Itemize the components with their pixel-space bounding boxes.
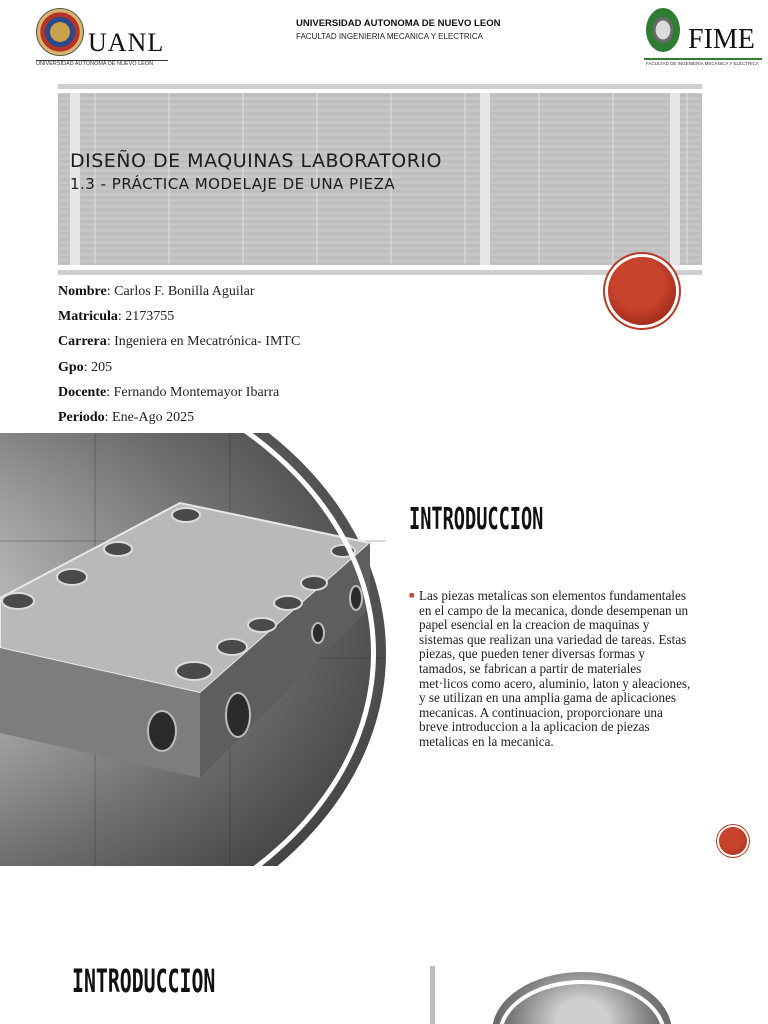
info-label: Gpo [58, 359, 84, 375]
info-value: : Fernando Montemayor Ibarra [106, 384, 280, 400]
info-value: : Carlos F. Bonilla Aguilar [106, 284, 255, 299]
intro-body: Las piezas metalicas son elementos fundamentales en el campo de la mecanica, donde desempenan un papel esencial en la creacion de maquinas y sistemas que realizan una variedad de tareas. Estas piezas, que pueden tener diversas formas y tamados, se fabrican a partir de materiales met·licos como acero, aluminio, laton y aleaciones, y se utilizan en una amplia gama de aplicaciones mecanicas. A continuacion, proporcionare una breve introduccion a la aplicacion de piezas metalicas en la mecanica. [419, 588, 691, 749]
faculty-name: FACULTAD INGENIERIA MECANICA Y ELECTRICA [296, 32, 484, 41]
decorative-red-circle-small [719, 827, 747, 855]
uanl-logo [36, 6, 168, 68]
metal-part-photo [0, 433, 386, 866]
info-id [58, 308, 300, 333]
next-slide-divider [430, 966, 435, 1024]
info-name [58, 283, 300, 308]
info-teacher [58, 384, 300, 409]
info-value: : Ingeniera en Mecatrónica- IMTC [106, 334, 301, 350]
intro-heading: INTRODUCCION [409, 502, 544, 537]
info-label: Nombre [58, 284, 107, 299]
info-label: Docente [58, 384, 107, 400]
decorative-red-circle [608, 257, 676, 325]
banner-bottom-rule [58, 270, 702, 275]
course-title: DISEÑO DE MAQUINAS LABORATORIO [70, 150, 442, 172]
uanl-logo-subtitle: UNIVERSIDAD AUTÓNOMA DE NUEVO LEÓN [36, 61, 154, 67]
banner-top-rule [58, 84, 702, 89]
info-period [58, 409, 300, 434]
fime-logo-subtitle: FACULTAD DE INGENIERÍA MECÁNICA Y ELÉCTRICA [646, 61, 759, 66]
student-info [58, 283, 300, 434]
info-career [58, 333, 300, 358]
fime-seal-icon [646, 8, 680, 52]
practice-title: 1.3 - PRÁCTICA MODELAJE DE UNA PIEZA [70, 175, 396, 193]
fime-logo [644, 6, 764, 68]
info-value: : 205 [83, 359, 113, 375]
info-value: : Ene-Ago 2025 [104, 409, 195, 425]
info-group [58, 359, 300, 384]
photo-frame-ring [0, 433, 376, 866]
info-label: Matricula [58, 309, 118, 325]
next-slide-heading: INTRODUCCION [72, 962, 216, 1000]
uanl-seal-icon [36, 8, 84, 56]
info-value: : 2173755 [117, 309, 175, 325]
banner-texture-strip [480, 93, 490, 265]
info-label: Periodo [58, 409, 105, 425]
fime-logo-text: FIME [688, 24, 755, 55]
banner-texture-strip [670, 93, 680, 265]
bullet-icon: ■ [409, 590, 415, 600]
divider [644, 58, 762, 60]
uanl-logo-text: UANL [88, 28, 165, 57]
university-name: UNIVERSIDAD AUTONOMA DE NUEVO LEON [296, 18, 501, 29]
info-label: Carrera [58, 334, 107, 350]
